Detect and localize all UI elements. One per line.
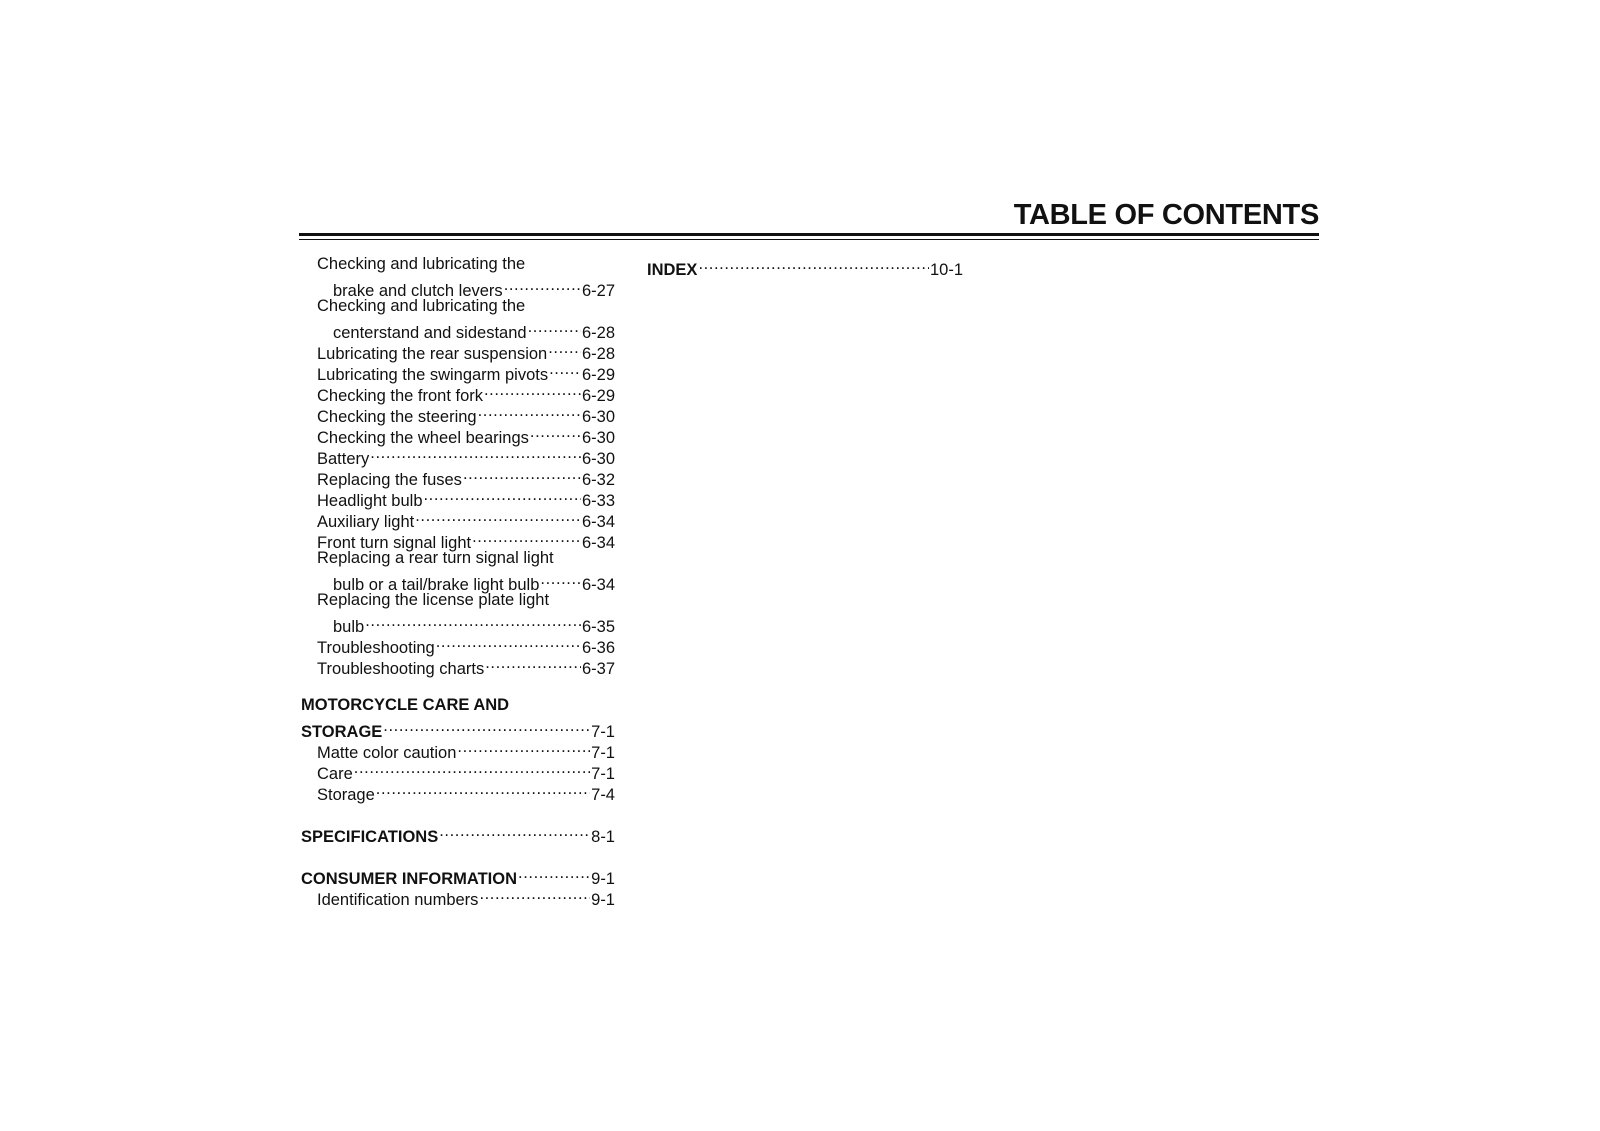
dot-leader — [528, 317, 581, 338]
toc-heading-line: MOTORCYCLE CARE AND — [301, 696, 510, 714]
dot-leader — [504, 275, 581, 296]
toc-entry-label: SPECIFICATIONS — [301, 828, 439, 846]
toc-entry-label: brake and clutch levers — [333, 282, 503, 300]
toc-entry-page-number: 6-32 — [581, 471, 615, 489]
toc-entry-page-number: 6-29 — [581, 366, 615, 384]
toc-left-column — [301, 254, 615, 909]
toc-entry-label: Auxiliary light — [317, 513, 415, 531]
dot-leader — [436, 632, 581, 653]
dot-leader — [540, 569, 581, 590]
toc-entry-page-number: 10-1 — [929, 261, 963, 279]
toc-heading-line: Replacing the license plate light — [317, 591, 550, 609]
toc-entry-page-number: 6-27 — [581, 282, 615, 300]
dot-leader — [478, 401, 581, 422]
toc-entry-page-number: 6-37 — [581, 660, 615, 678]
toc-entry-page-number: 6-34 — [581, 534, 615, 552]
header-rule-thick — [299, 233, 1319, 236]
toc-entry-page-number: 7-1 — [591, 723, 615, 741]
toc-entry-brake-and-clutch-levers[interactable] — [301, 275, 615, 300]
dot-leader — [424, 485, 581, 506]
toc-entry-label: Checking the front fork — [317, 387, 483, 405]
toc-entry-bulb[interactable] — [301, 611, 615, 636]
toc-entry-page-number: 7-1 — [591, 765, 615, 783]
header-rule-thin — [299, 239, 1319, 240]
dot-leader — [530, 422, 581, 443]
toc-entry-label: Front turn signal light — [317, 534, 472, 552]
toc-entry-specifications[interactable] — [301, 821, 615, 846]
toc-entry-page-number: 8-1 — [591, 828, 615, 846]
toc-entry-page-number: 6-28 — [581, 345, 615, 363]
toc-right-column — [647, 254, 963, 279]
toc-entry-label: Checking the steering — [317, 408, 477, 426]
toc-entry-label: Headlight bulb — [317, 492, 423, 510]
dot-leader — [463, 464, 581, 485]
toc-entry-label: Troubleshooting — [317, 639, 435, 657]
toc-entry-page-number: 6-29 — [581, 387, 615, 405]
toc-entry-page-number: 7-4 — [591, 786, 615, 804]
dot-leader — [479, 884, 590, 905]
toc-entry-label: Matte color caution — [317, 744, 457, 762]
toc-entry-page-number: 6-33 — [581, 492, 615, 510]
toc-entry-page-number: 9-1 — [591, 891, 615, 909]
toc-entry-page-number: 6-34 — [581, 576, 615, 594]
toc-heading-line: Replacing a rear turn signal light — [317, 549, 554, 567]
dot-leader — [548, 338, 581, 359]
dot-leader — [383, 716, 590, 737]
toc-entry-bulb-or-a-tail-brake-light-bulb[interactable] — [301, 569, 615, 594]
toc-entry-label: Battery — [317, 450, 370, 468]
toc-entry-label: STORAGE — [301, 723, 383, 741]
toc-heading-line: Checking and lubricating the — [317, 255, 526, 273]
toc-entry-centerstand-and-sidestand[interactable] — [301, 317, 615, 342]
dot-leader — [484, 380, 581, 401]
toc-entry-page-number: 9-1 — [591, 870, 615, 888]
dot-leader — [518, 863, 590, 884]
dot-leader — [439, 821, 590, 842]
toc-entry-label: Lubricating the rear suspension — [317, 345, 548, 363]
toc-entry-page-number: 6-30 — [581, 429, 615, 447]
page-title: TABLE OF CONTENTS — [1013, 199, 1319, 231]
toc-entry-label: CONSUMER INFORMATION — [301, 870, 518, 888]
dot-leader — [354, 758, 590, 779]
toc-entry-label: Lubricating the swingarm pivots — [317, 366, 549, 384]
dot-leader — [415, 506, 581, 527]
toc-entry-index[interactable] — [647, 254, 963, 279]
dot-leader — [376, 779, 590, 800]
toc-entry-page-number: 6-36 — [581, 639, 615, 657]
dot-leader — [370, 443, 581, 464]
toc-entry-label: bulb or a tail/brake light bulb — [333, 576, 540, 594]
toc-entry-storage[interactable] — [301, 716, 615, 741]
toc-entry-label: Checking the wheel bearings — [317, 429, 529, 447]
dot-leader — [365, 611, 581, 632]
dot-leader — [698, 254, 929, 275]
toc-entry-label: Care — [317, 765, 353, 783]
toc-entry-page-number: 6-30 — [581, 408, 615, 426]
toc-heading-line: Checking and lubricating the — [317, 297, 526, 315]
toc-entry-page-number: 7-1 — [591, 744, 615, 762]
toc-entry-label: bulb — [333, 618, 365, 636]
toc-entry-page-number: 6-28 — [581, 324, 615, 342]
toc-entry-page-number: 6-34 — [581, 513, 615, 531]
toc-entry-label: INDEX — [647, 261, 698, 279]
toc-entry-label: Troubleshooting charts — [317, 660, 485, 678]
toc-entry-page-number: 6-30 — [581, 450, 615, 468]
dot-leader — [485, 653, 581, 674]
dot-leader — [457, 737, 590, 758]
toc-entry-page-number: 6-35 — [581, 618, 615, 636]
dot-leader — [549, 359, 581, 380]
toc-entry-label: Identification numbers — [317, 891, 479, 909]
toc-entry-label: Storage — [317, 786, 375, 804]
toc-entry-consumer-information[interactable] — [301, 863, 615, 888]
toc-entry-label: Replacing the fuses — [317, 471, 462, 489]
toc-entry-label: centerstand and sidestand — [333, 324, 527, 342]
dot-leader — [472, 527, 581, 548]
